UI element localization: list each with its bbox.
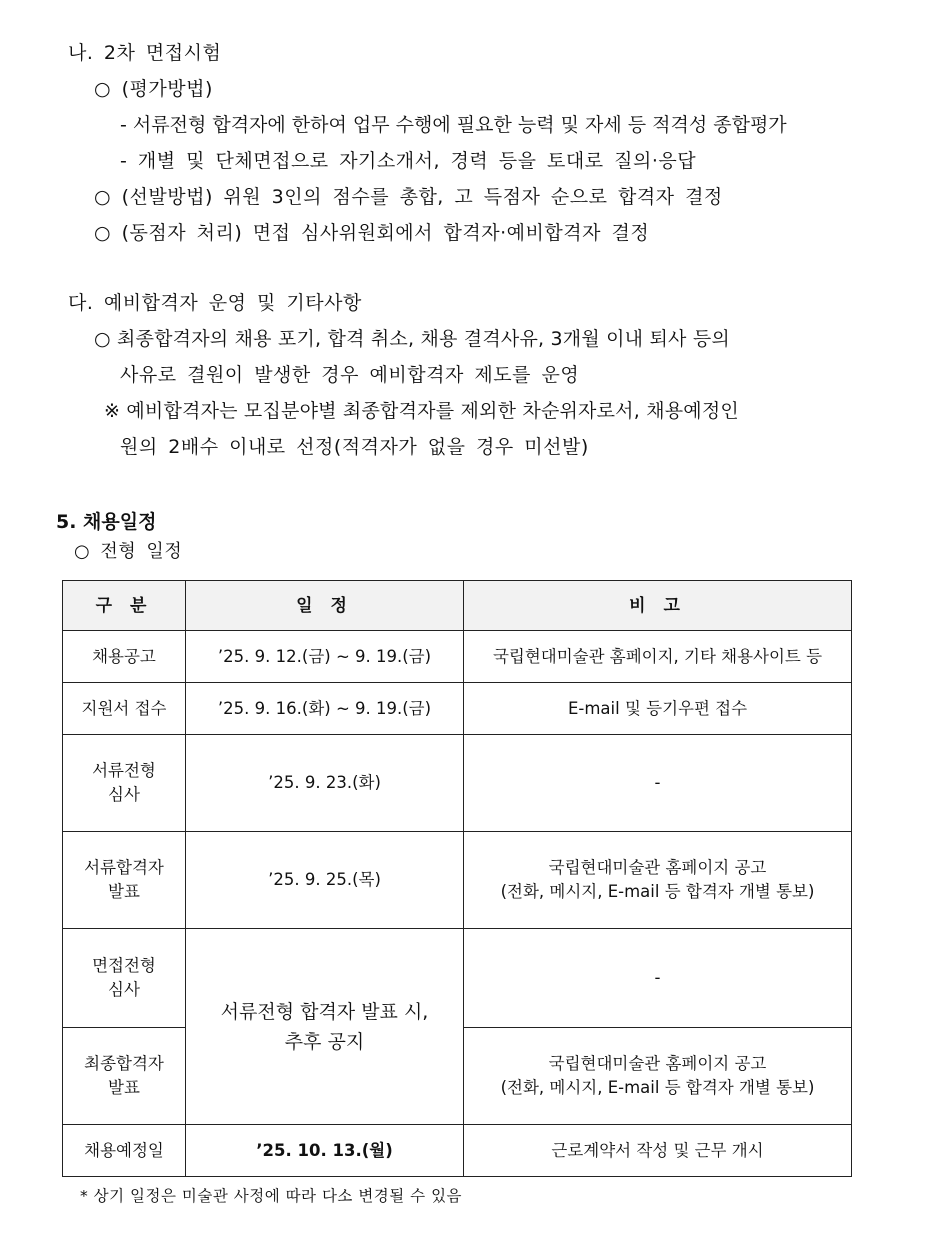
row-category-line-1: 면접전형: [92, 956, 156, 975]
section-5-subtitle: ○ 전형 일정: [74, 541, 183, 562]
header-remark: 비 고: [464, 581, 852, 631]
section-5-title: 5. 채용일정: [56, 511, 157, 533]
reserve-bullet-line-2: 사유로 결원이 발생한 경우 예비합격자 제도를 운영: [120, 364, 580, 386]
row-remark-line-1: 국립현대미술관 홈페이지 공고: [548, 858, 767, 877]
table-row: [63, 832, 852, 929]
row-remark: [464, 1028, 852, 1125]
table-header-row: [63, 581, 852, 631]
section-na-heading: 나. 2차 면접시험: [68, 42, 222, 64]
table-row: [63, 1125, 852, 1177]
merged-schedule-cell: [186, 929, 464, 1125]
reserve-note-line-1: ※ 예비합격자는 모집분야별 최종합격자를 제외한 차순위자로서, 채용예정인: [104, 400, 739, 422]
reserve-bullet-line-1: ○ 최종합격자의 채용 포기, 합격 취소, 채용 결격사유, 3개월 이내 퇴사 등의: [94, 328, 730, 350]
header-schedule: 일 정: [186, 581, 464, 631]
row-category-line-2: 발표: [108, 1078, 140, 1097]
row-remark-line-1: 국립현대미술관 홈페이지 공고: [548, 1054, 767, 1073]
row-category-line-2: 심사: [108, 785, 140, 804]
row-schedule: ’25. 9. 23.(화): [186, 735, 464, 832]
selection-method: ○ (선발방법) 위원 3인의 점수를 총합, 고 득점자 순으로 합격자 결정: [94, 186, 723, 208]
schedule-table: [62, 580, 852, 1177]
table-row: [63, 735, 852, 832]
row-category: 채용예정일: [63, 1125, 186, 1177]
row-category: [63, 1028, 186, 1125]
row-remark: 근로계약서 작성 및 근무 개시: [464, 1125, 852, 1177]
footnote: * 상기 일정은 미술관 사정에 따라 다소 변경될 수 있음: [80, 1187, 463, 1205]
table-row: [63, 683, 852, 735]
row-remark-line-2: (전화, 메시지, E-mail 등 합격자 개별 통보): [500, 1078, 815, 1097]
row-schedule: ’25. 10. 13.(월): [186, 1125, 464, 1177]
row-remark: 국립현대미술관 홈페이지, 기타 채용사이트 등: [464, 631, 852, 683]
row-category: [63, 929, 186, 1028]
row-category-line-2: 심사: [108, 980, 140, 999]
row-category-line-1: 서류합격자: [84, 858, 164, 877]
row-remark-line-2: (전화, 메시지, E-mail 등 합격자 개별 통보): [500, 882, 815, 901]
row-schedule: ’25. 9. 16.(화) ~ 9. 19.(금): [186, 683, 464, 735]
merged-schedule-line-2: 추후 공지: [284, 1030, 365, 1053]
row-remark: E-mail 및 등기우편 접수: [464, 683, 852, 735]
header-category: 구 분: [63, 581, 186, 631]
table-row: [63, 631, 852, 683]
row-remark: -: [464, 929, 852, 1028]
row-remark: [464, 832, 852, 929]
row-remark: -: [464, 735, 852, 832]
row-category-line-1: 서류전형: [92, 761, 156, 780]
row-category: [63, 832, 186, 929]
row-category-line-2: 발표: [108, 882, 140, 901]
section-da-heading: 다. 예비합격자 운영 및 기타사항: [68, 292, 362, 314]
row-category: 지원서 접수: [63, 683, 186, 735]
reserve-note-line-2: 원의 2배수 이내로 선정(적격자가 없을 경우 미선발): [120, 436, 589, 458]
tie-handling: ○ (동점자 처리) 면접 심사위원회에서 합격자·예비합격자 결정: [94, 222, 650, 244]
row-category: 채용공고: [63, 631, 186, 683]
eval-line-1: - 서류전형 합격자에 한하여 업무 수행에 필요한 능력 및 자세 등 적격성 종합평가: [120, 114, 787, 136]
merged-schedule-line-1: 서류전형 합격자 발표 시,: [220, 1000, 429, 1023]
eval-method-bullet: ○ (평가방법): [94, 78, 213, 100]
table-row: [63, 929, 852, 1028]
row-category-line-1: 최종합격자: [84, 1054, 164, 1073]
eval-line-2: - 개별 및 단체면접으로 자기소개서, 경력 등을 토대로 질의·응답: [120, 150, 697, 172]
row-category: [63, 735, 186, 832]
row-schedule: ’25. 9. 12.(금) ~ 9. 19.(금): [186, 631, 464, 683]
row-schedule: ’25. 9. 25.(목): [186, 832, 464, 929]
